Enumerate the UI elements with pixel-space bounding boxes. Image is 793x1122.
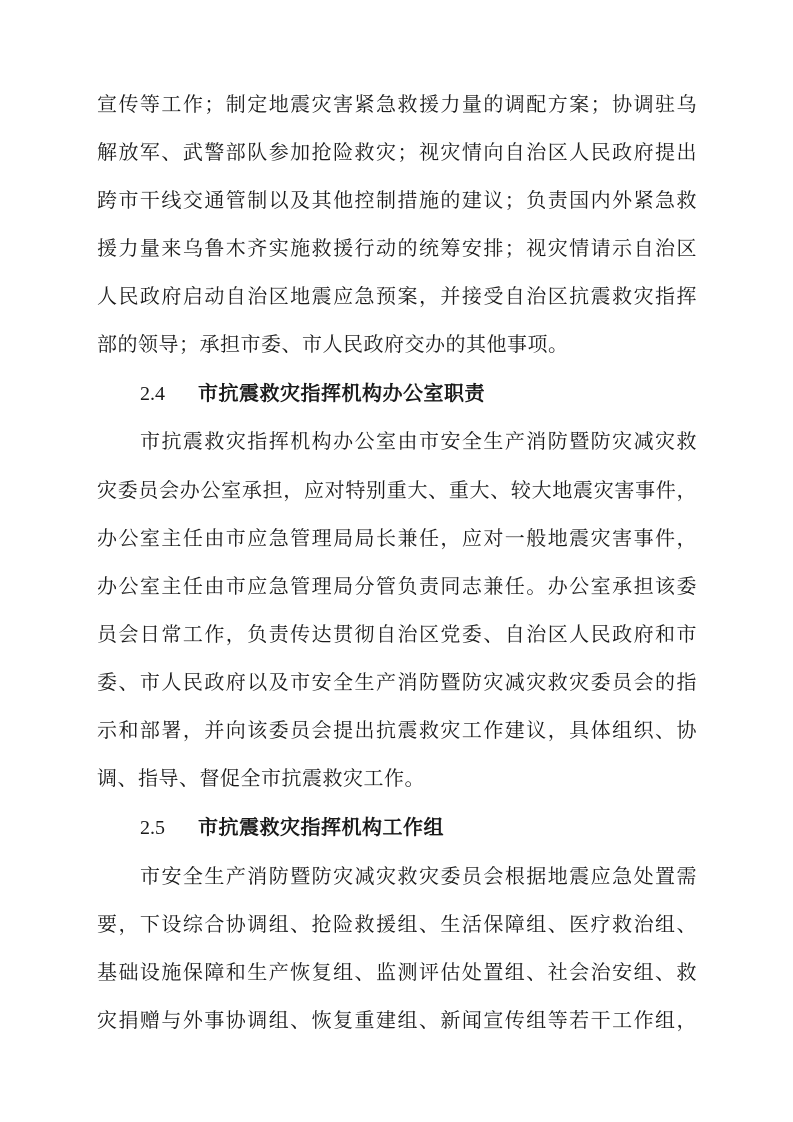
- text-line: 示和部署，并向该委员会提出抗震救灾工作建议，具体组织、协: [97, 718, 697, 742]
- text-line: 宣传等工作；制定地震灾害紧急救援力量的调配方案；协调驻乌: [97, 92, 697, 116]
- text-line: 人民政府启动自治区地震应急预案，并接受自治区抗震救灾指挥: [97, 284, 697, 308]
- section-heading-2-5: [140, 813, 444, 842]
- text-line: 灾捐赠与外事协调组、恢复重建组、新闻宣传组等若干工作组，: [97, 1008, 697, 1032]
- text-line: 市抗震救灾指挥机构办公室由市安全生产消防暨防灾减灾救: [140, 429, 697, 453]
- text-line: 市安全生产消防暨防灾减灾救灾委员会根据地震应急处置需: [140, 864, 697, 888]
- text-line: 办公室主任由市应急管理局局长兼任，应对一般地震灾害事件，: [97, 526, 697, 550]
- text-line: 部的领导；承担市委、市人民政府交办的其他事项。: [97, 332, 569, 356]
- text-line: 灾委员会办公室承担，应对特别重大、重大、较大地震灾害事件，: [97, 478, 697, 502]
- section-number: 2.4: [140, 383, 165, 405]
- section-heading-2-4: [140, 379, 485, 408]
- text-line: 要，下设综合协调组、抢险救援组、生活保障组、医疗救治组、: [97, 912, 697, 936]
- text-line: 援力量来乌鲁木齐实施救援行动的统筹安排；视灾情请示自治区: [97, 236, 697, 260]
- text-line: 解放军、武警部队参加抢险救灾；视灾情向自治区人民政府提出: [97, 140, 697, 164]
- text-line: 基础设施保障和生产恢复组、监测评估处置组、社会治安组、救: [97, 960, 697, 984]
- text-line: 调、指导、督促全市抗震救灾工作。: [97, 766, 425, 790]
- text-line: 跨市干线交通管制以及其他控制措施的建议；负责国内外紧急救: [97, 188, 697, 212]
- text-line: 委、市人民政府以及市安全生产消防暨防灾减灾救灾委员会的指: [97, 670, 697, 694]
- section-number: 2.5: [140, 817, 165, 839]
- text-line: 员会日常工作，负责传达贯彻自治区党委、自治区人民政府和市: [97, 622, 697, 646]
- text-line: 办公室主任由市应急管理局分管负责同志兼任。办公室承担该委: [97, 574, 697, 598]
- section-title: 市抗震救灾指挥机构办公室职责: [198, 381, 485, 405]
- section-title: 市抗震救灾指挥机构工作组: [198, 815, 444, 839]
